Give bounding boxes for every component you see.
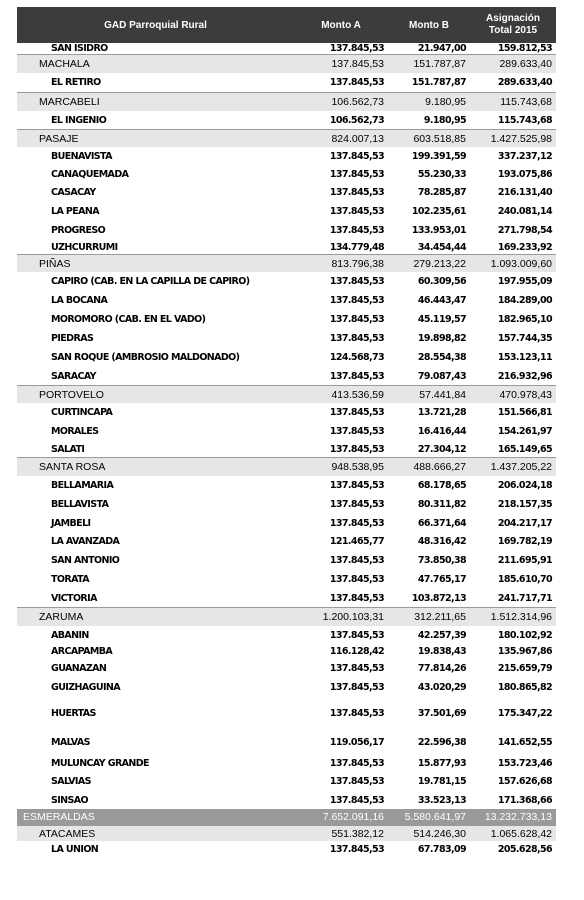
total-cell: 215.659,79 <box>497 663 552 674</box>
amount-b-cell: 68.178,65 <box>417 480 466 491</box>
total-cell: 216.131,40 <box>497 187 552 198</box>
amount-b-cell: 102.235,61 <box>411 206 466 217</box>
amount-b-cell: 21.947,00 <box>417 43 466 54</box>
parish-row <box>17 367 556 385</box>
amount-b-cell: 45.119,57 <box>417 314 466 325</box>
amount-a-cell: 137.845,53 <box>329 169 384 180</box>
parish-name-cell: MARCABELI <box>39 96 100 108</box>
parish-name-cell: VICTORIA <box>51 592 97 604</box>
amount-a-cell: 137.845,53 <box>329 480 384 491</box>
amount-a-cell: 137.845,53 <box>329 629 384 641</box>
header-amount-b: Monto B <box>409 19 449 31</box>
parish-name-cell: PASAJE <box>39 132 79 145</box>
amount-a-cell: 551.382,12 <box>331 827 384 840</box>
total-cell: 153.723,46 <box>497 758 552 769</box>
parish-name-cell: SAN ROQUE (AMBROSIO MALDONADO) <box>51 352 240 363</box>
amount-b-cell: 151.787,87 <box>413 58 466 70</box>
parish-row <box>17 422 556 441</box>
parish-row <box>17 514 556 532</box>
amount-a-cell: 137.845,53 <box>329 663 384 674</box>
parish-name-cell: CAPIRO (CAB. EN LA CAPILLA DE CAPIRO) <box>51 276 250 287</box>
amount-a-cell: 137.845,53 <box>329 794 384 806</box>
amount-b-cell: 133.953,01 <box>411 225 466 236</box>
total-cell: 135.967,86 <box>497 646 552 657</box>
amount-a-cell: 813.796,38 <box>331 257 384 270</box>
amount-a-cell: 119.056,17 <box>329 736 384 748</box>
amount-b-cell: 80.311,82 <box>417 499 466 510</box>
parish-row <box>17 240 556 254</box>
parish-name-cell: SAN ANTONIO <box>51 555 120 566</box>
parish-name-cell: CASACAY <box>51 187 96 198</box>
total-cell: 289.633,40 <box>499 58 552 70</box>
parish-name-cell: HUERTAS <box>51 707 96 719</box>
amount-b-cell: 488.666,27 <box>413 461 466 473</box>
amount-a-cell: 137.845,53 <box>329 225 384 236</box>
parish-row <box>17 495 556 514</box>
table-header <box>17 7 556 43</box>
total-cell: 13.232.733,13 <box>484 811 552 823</box>
parish-row <box>17 111 556 129</box>
total-cell: 271.798,54 <box>497 225 552 236</box>
amount-b-cell: 19.898,82 <box>417 333 466 344</box>
canton-row <box>17 129 556 147</box>
amount-a-cell: 137.845,53 <box>329 314 384 325</box>
header-total <box>470 7 556 43</box>
header-total-line2: Total 2015 <box>488 25 538 36</box>
parish-name-cell: JAMBELI <box>51 517 91 529</box>
parish-name-cell: SINSAO <box>51 794 88 806</box>
parish-row <box>17 729 556 755</box>
parish-row <box>17 272 556 291</box>
canton-row <box>17 825 556 841</box>
parish-name-cell: ATACAMES <box>39 827 96 840</box>
parish-row <box>17 348 556 367</box>
parish-name-cell: ABAÑIN <box>51 629 89 641</box>
parish-name-cell: SARACAY <box>51 370 96 382</box>
canton-row <box>17 254 556 272</box>
parish-name-cell: UZHCURRUMI <box>51 241 118 253</box>
amount-a-cell: 137.845,53 <box>331 58 384 70</box>
canton-row <box>17 457 556 476</box>
total-cell: 211.695,91 <box>497 555 552 566</box>
parish-name-cell: MACHALA <box>39 58 90 70</box>
amount-b-cell: 42.257,39 <box>417 629 466 641</box>
parish-row <box>17 626 556 644</box>
parish-name-cell: LA PEAÑA <box>51 206 100 217</box>
total-cell: 289.633,40 <box>497 77 552 88</box>
total-cell: 241.717,71 <box>497 592 552 604</box>
amount-a-cell: 137.845,53 <box>329 333 384 344</box>
amount-b-cell: 9.180,95 <box>423 114 466 126</box>
header-total-line1: Asignación <box>486 13 540 24</box>
parish-row <box>17 221 556 240</box>
amount-b-cell: 603.518,85 <box>413 132 466 145</box>
amount-b-cell: 73.850,38 <box>417 555 466 566</box>
amount-a-cell: 137.845,53 <box>329 707 384 719</box>
amount-a-cell: 137.845,53 <box>329 187 384 198</box>
amount-a-cell: 137.845,53 <box>329 574 384 585</box>
amount-a-cell: 121.465,77 <box>329 536 384 547</box>
amount-b-cell: 34.454,44 <box>417 241 466 253</box>
table-body <box>17 43 556 858</box>
total-cell: 182.965,10 <box>497 314 552 325</box>
amount-a-cell: 137.845,53 <box>329 151 384 162</box>
total-cell: 115.743,68 <box>500 96 552 108</box>
amount-a-cell: 106.562,73 <box>331 96 384 108</box>
parish-name-cell: LA BOCANA <box>51 295 108 306</box>
parish-row <box>17 841 556 858</box>
amount-a-cell: 137.845,53 <box>329 426 384 437</box>
parish-name-cell: PIÑAS <box>39 257 71 270</box>
parish-row <box>17 183 556 202</box>
amount-b-cell: 15.877,93 <box>417 758 466 769</box>
allocation-table <box>17 7 556 858</box>
amount-b-cell: 60.309,56 <box>417 276 466 287</box>
parish-row <box>17 551 556 570</box>
total-cell: 1.065.628,42 <box>490 827 552 840</box>
amount-b-cell: 33.523,13 <box>417 794 466 806</box>
canton-row <box>17 54 556 73</box>
total-cell: 151.566,81 <box>497 407 552 418</box>
parish-name-cell: MALVAS <box>51 736 90 748</box>
amount-a-cell: 137.845,53 <box>329 407 384 418</box>
amount-b-cell: 46.443,47 <box>417 295 466 306</box>
parish-name-cell: SANTA ROSA <box>39 461 106 473</box>
parish-row <box>17 310 556 329</box>
amount-b-cell: 79.087,43 <box>417 370 466 382</box>
amount-b-cell: 312.211,65 <box>414 611 466 623</box>
amount-a-cell: 948.538,95 <box>331 461 384 473</box>
parish-row <box>17 329 556 348</box>
total-cell: 204.217,17 <box>497 517 552 529</box>
amount-b-cell: 151.787,87 <box>411 77 466 88</box>
parish-name-cell: LA UNION <box>51 844 99 855</box>
canton-row <box>17 385 556 403</box>
total-cell: 216.932,96 <box>497 370 552 382</box>
parish-row <box>17 532 556 551</box>
amount-a-cell: 116.128,42 <box>329 646 384 657</box>
total-cell: 470.978,43 <box>499 388 552 401</box>
amount-a-cell: 413.536,59 <box>331 388 384 401</box>
amount-b-cell: 27.304,12 <box>417 443 466 455</box>
amount-b-cell: 78.285,87 <box>417 187 466 198</box>
amount-b-cell: 43.020,29 <box>417 682 466 693</box>
parish-name-cell: PROGRESO <box>51 225 106 236</box>
parish-row <box>17 441 556 457</box>
parish-row <box>17 755 556 772</box>
amount-b-cell: 66.371,64 <box>417 517 466 529</box>
total-cell: 240.081,14 <box>497 206 552 217</box>
parish-row <box>17 202 556 221</box>
amount-b-cell: 199.391,59 <box>411 151 466 162</box>
parish-name-cell: ZARUMA <box>39 611 84 623</box>
parish-name-cell: MULUNCAY GRANDE <box>51 758 149 769</box>
total-cell: 171.368,66 <box>497 794 552 806</box>
amount-a-cell: 137.845,53 <box>329 77 384 88</box>
parish-name-cell: BELLAMARIA <box>51 480 114 491</box>
total-cell: 1.437.205,22 <box>490 461 552 473</box>
total-cell: 159.812,53 <box>497 43 552 54</box>
parish-row <box>17 678 556 697</box>
parish-row <box>17 659 556 678</box>
parish-name-cell: EL RETIRO <box>51 77 101 88</box>
amount-b-cell: 9.180,95 <box>425 96 466 108</box>
total-cell: 153.123,11 <box>497 352 552 363</box>
amount-b-cell: 279.213,22 <box>413 257 466 270</box>
parish-name-cell: BELLAVISTA <box>51 499 109 510</box>
parish-row <box>17 73 556 92</box>
amount-b-cell: 19.838,43 <box>417 646 466 657</box>
amount-b-cell: 16.416,44 <box>417 426 466 437</box>
amount-b-cell: 47.765,17 <box>417 574 466 585</box>
total-cell: 185.610,70 <box>497 574 552 585</box>
amount-a-cell: 137.845,53 <box>329 206 384 217</box>
amount-b-cell: 5.580.641,97 <box>404 811 466 823</box>
amount-a-cell: 137.845,53 <box>329 276 384 287</box>
total-cell: 180.865,82 <box>497 682 552 693</box>
amount-b-cell: 37.501,69 <box>417 707 466 719</box>
parish-row <box>17 589 556 607</box>
amount-a-cell: 137.845,53 <box>329 555 384 566</box>
amount-a-cell: 137.845,53 <box>329 592 384 604</box>
parish-name-cell: LA AVANZADA <box>51 536 120 547</box>
parish-name-cell: CAÑAQUEMADA <box>51 169 129 180</box>
parish-name-cell: SAN ISIDRO <box>51 43 108 54</box>
amount-a-cell: 137.845,53 <box>329 370 384 382</box>
total-cell: 154.261,97 <box>497 426 552 437</box>
header-parish: GAD Parroquial Rural <box>104 19 207 31</box>
parish-name-cell: EL INGENIO <box>51 114 107 126</box>
amount-a-cell: 7.652.091,16 <box>322 811 384 823</box>
canton-row <box>17 92 556 111</box>
parish-row <box>17 772 556 791</box>
amount-b-cell: 77.814,26 <box>417 663 466 674</box>
parish-name-cell: MOROMORO (CAB. EN EL VADO) <box>51 314 206 325</box>
amount-a-cell: 824.007,13 <box>331 132 384 145</box>
total-cell: 205.628,56 <box>497 844 552 855</box>
amount-a-cell: 137.845,53 <box>329 43 384 54</box>
amount-b-cell: 28.554,38 <box>417 352 466 363</box>
province-row <box>17 809 556 825</box>
parish-row <box>17 791 556 809</box>
amount-a-cell: 137.845,53 <box>329 499 384 510</box>
amount-a-cell: 137.845,53 <box>329 443 384 455</box>
total-cell: 218.157,35 <box>497 499 552 510</box>
amount-a-cell: 137.845,53 <box>329 776 384 787</box>
parish-name-cell: GUANAZAN <box>51 663 107 674</box>
total-cell: 184.289,00 <box>497 295 552 306</box>
total-cell: 1.427.525,98 <box>490 132 552 145</box>
parish-name-cell: BUENAVISTA <box>51 151 112 162</box>
parish-name-cell: SALVIAS <box>51 776 91 787</box>
total-cell: 115.743,68 <box>497 114 552 126</box>
amount-b-cell: 514.246,30 <box>413 827 466 840</box>
total-cell: 157.626,68 <box>497 776 552 787</box>
amount-a-cell: 137.845,53 <box>329 682 384 693</box>
canton-row <box>17 607 556 626</box>
amount-b-cell: 13.721,28 <box>417 407 466 418</box>
amount-a-cell: 137.845,53 <box>329 295 384 306</box>
parish-row <box>17 43 556 54</box>
amount-a-cell: 137.845,53 <box>329 758 384 769</box>
amount-b-cell: 103.872,13 <box>411 592 466 604</box>
parish-row <box>17 570 556 589</box>
parish-row <box>17 697 556 729</box>
amount-b-cell: 67.783,09 <box>417 844 466 855</box>
amount-b-cell: 57.441,84 <box>419 388 466 401</box>
total-cell: 141.652,55 <box>497 736 552 748</box>
total-cell: 337.237,12 <box>497 151 552 162</box>
parish-name-cell: MORALES <box>51 426 99 437</box>
amount-a-cell: 124.568,73 <box>329 352 384 363</box>
amount-a-cell: 1.200.103,31 <box>322 611 384 623</box>
amount-b-cell: 55.230,33 <box>417 169 466 180</box>
total-cell: 197.955,09 <box>497 276 552 287</box>
parish-name-cell: SALATI <box>51 443 85 455</box>
parish-name-cell: PIEDRAS <box>51 333 94 344</box>
total-cell: 175.347,22 <box>497 707 552 719</box>
total-cell: 165.149,65 <box>497 443 552 455</box>
parish-name-cell: ARCAPAMBA <box>51 646 113 657</box>
total-cell: 169.233,92 <box>497 241 552 253</box>
parish-row <box>17 403 556 422</box>
amount-a-cell: 137.845,53 <box>329 517 384 529</box>
amount-b-cell: 48.316,42 <box>417 536 466 547</box>
parish-row <box>17 291 556 310</box>
parish-row <box>17 166 556 183</box>
header-amount-a: Monto A <box>321 19 361 31</box>
total-cell: 1.512.314,96 <box>490 611 552 623</box>
total-cell: 180.102,92 <box>497 629 552 641</box>
amount-b-cell: 19.781,15 <box>417 776 466 787</box>
total-cell: 157.744,35 <box>497 333 552 344</box>
total-cell: 1.093.009,60 <box>490 257 552 270</box>
amount-a-cell: 106.562,73 <box>329 114 384 126</box>
amount-a-cell: 137.845,53 <box>329 844 384 855</box>
parish-row <box>17 147 556 166</box>
parish-name-cell: ESMERALDAS <box>23 811 95 823</box>
parish-row <box>17 476 556 495</box>
amount-a-cell: 134.779,48 <box>329 241 384 253</box>
parish-name-cell: GUIZHAGUIÑA <box>51 682 120 693</box>
amount-b-cell: 22.596,38 <box>417 736 466 748</box>
parish-name-cell: PORTOVELO <box>39 388 104 401</box>
parish-name-cell: CURTINCAPA <box>51 407 113 418</box>
parish-row <box>17 644 556 659</box>
total-cell: 169.782,19 <box>497 536 552 547</box>
parish-name-cell: TORATA <box>51 574 89 585</box>
total-cell: 193.075,86 <box>497 169 552 180</box>
total-cell: 206.024,18 <box>497 480 552 491</box>
